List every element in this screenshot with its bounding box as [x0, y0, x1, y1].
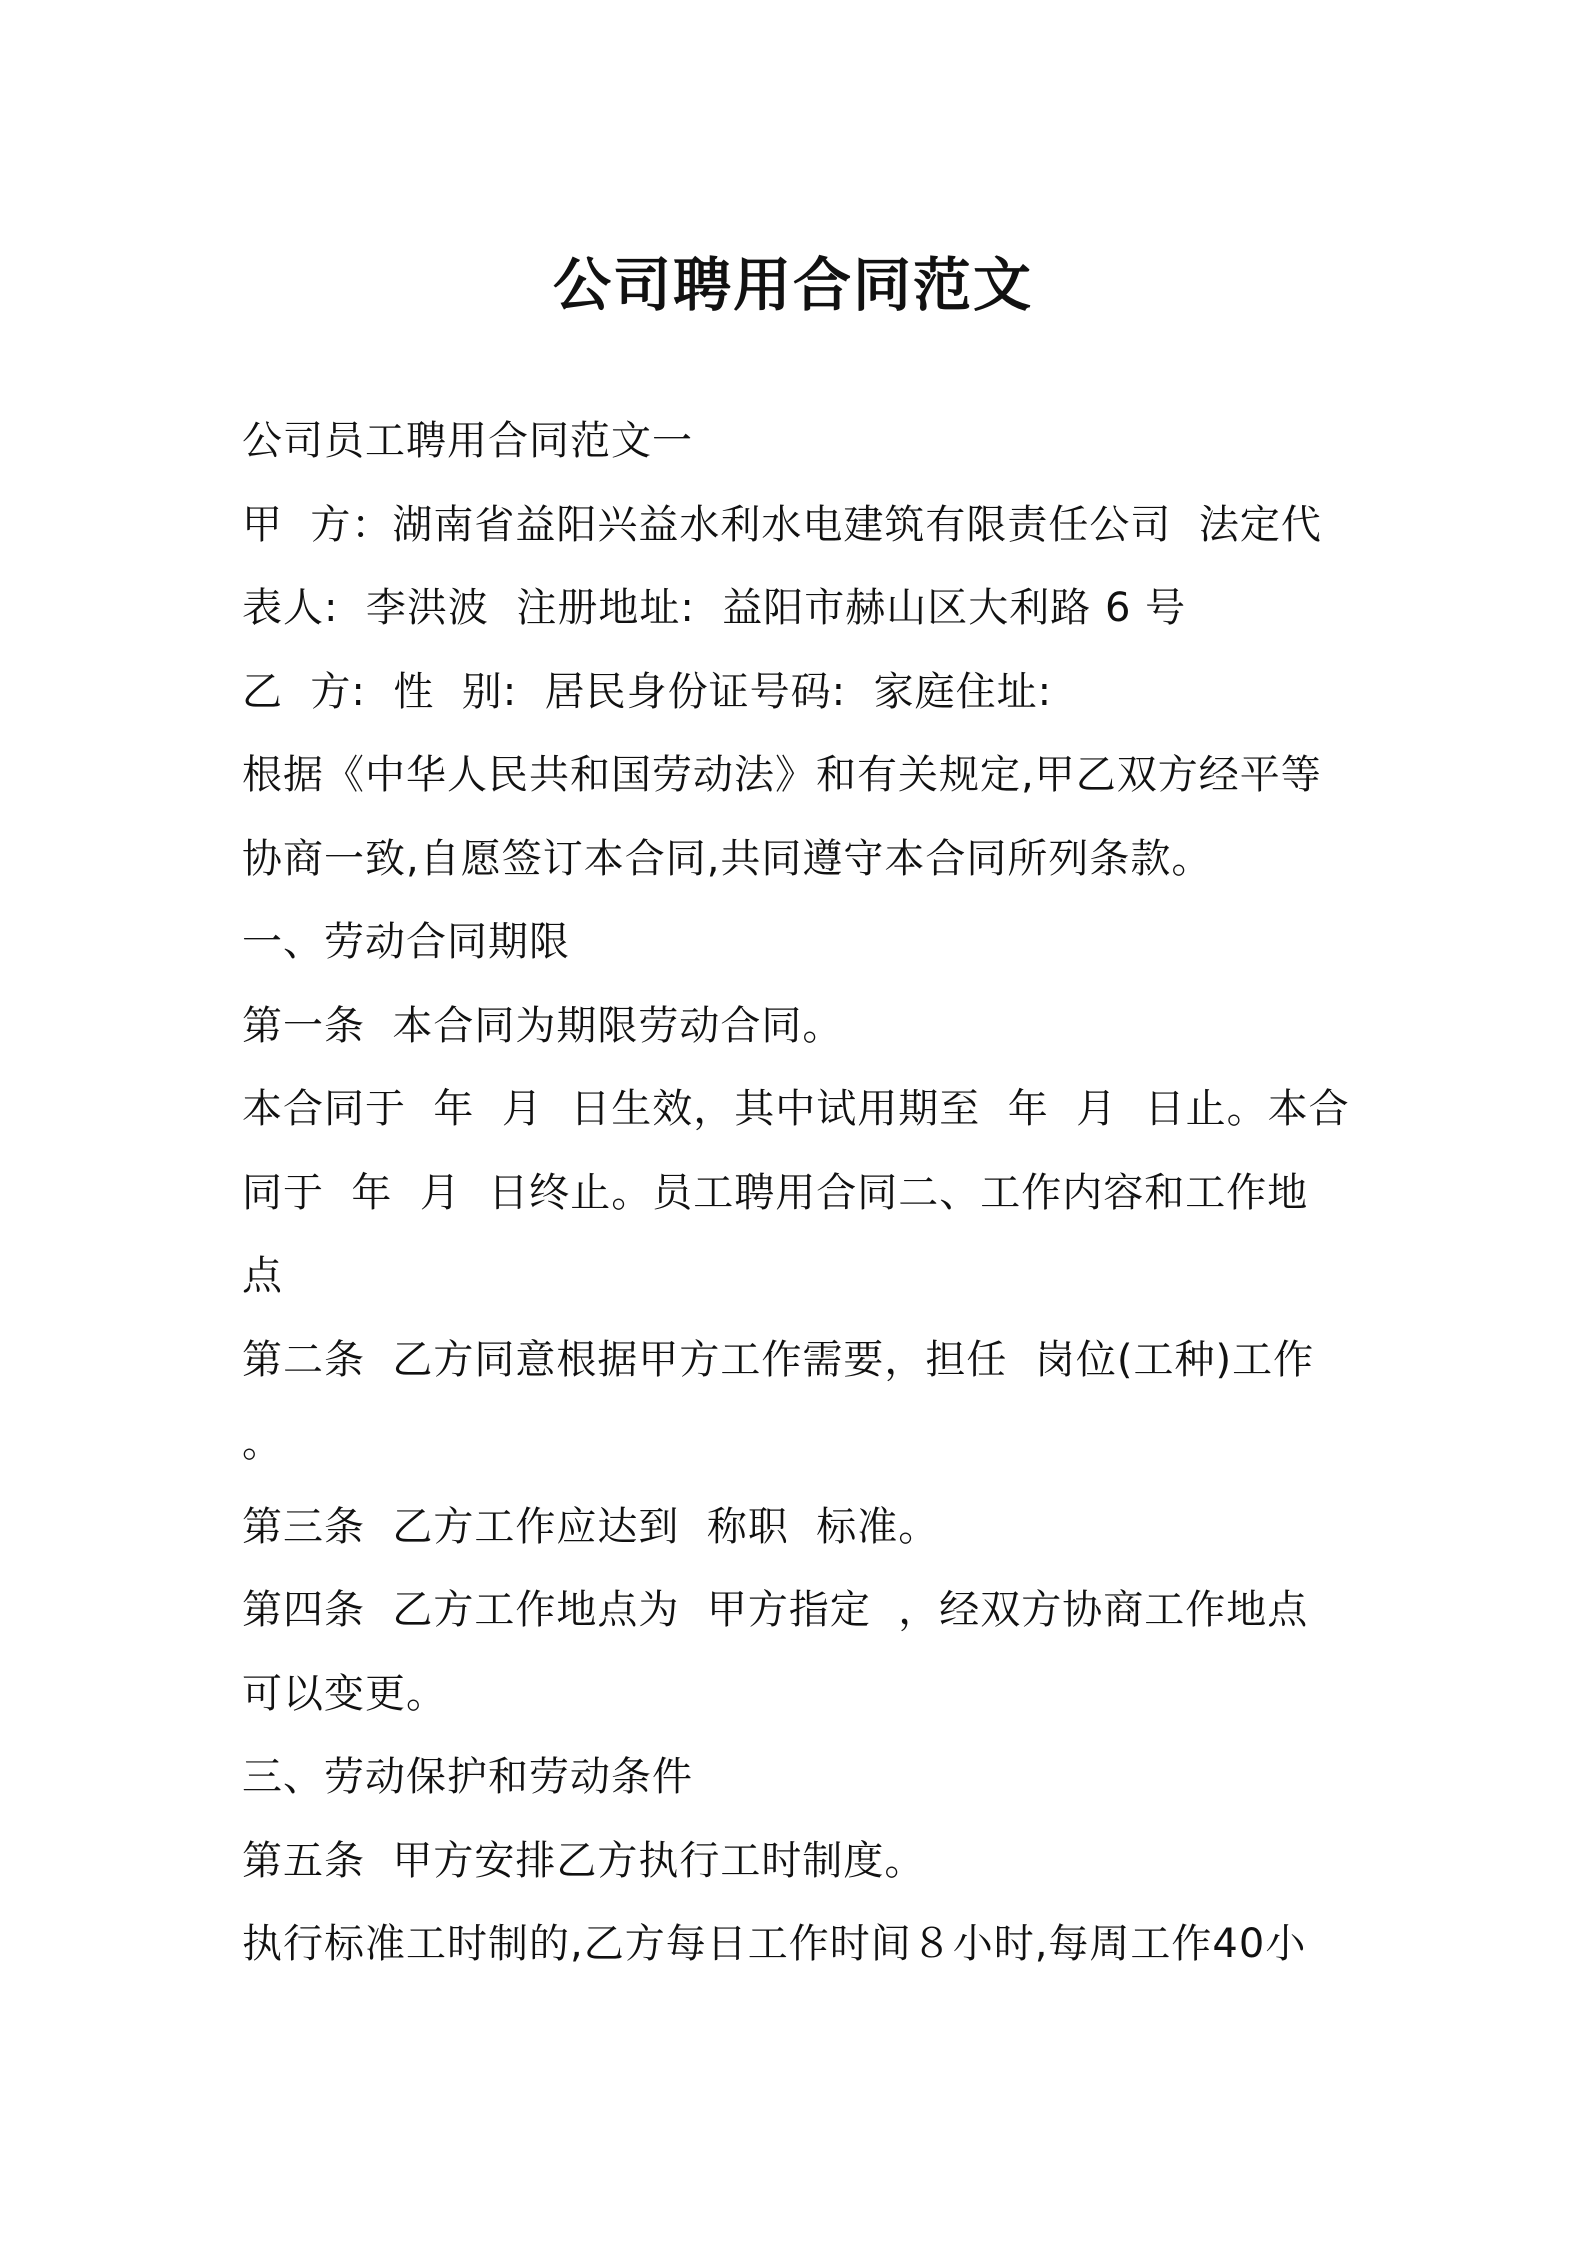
text-line: 执行标准工时制的,乙方每日工作时间８小时,每周工作40小 [242, 1921, 1307, 1967]
text-line: 同于 年 月 日终止。员工聘用合同二、工作内容和工作地 [242, 1169, 1309, 1216]
section-heading: 三、劳动保护和劳动条件 [242, 1754, 693, 1800]
text-line: 协商一致,自愿签订本合同,共同遵守本合同所列条款。 [242, 835, 1213, 882]
section-heading: 一、劳动合同期限 [242, 919, 570, 965]
text-line: 第五条 甲方安排乙方执行工时制度。 [242, 1837, 926, 1884]
text-line: 第一条 本合同为期限劳动合同。 [242, 1002, 844, 1049]
document-title: 公司聘用合同范文 [552, 251, 1033, 319]
document-body [242, 400, 1352, 1987]
text-line: 公司员工聘用合同范文一 [242, 418, 693, 464]
text-line: 根据《中华人民共和国劳动法》和有关规定,甲乙双方经平等 [242, 752, 1322, 798]
text-line: 第三条 乙方工作应达到 称职 标准。 [242, 1503, 940, 1550]
text-line: 。 [242, 1420, 283, 1466]
text-line: 可以变更。 [242, 1670, 447, 1717]
text-line: 乙 方: 性 别: 居民身份证号码: 家庭住址: [242, 668, 1053, 715]
text-line: 本合同于 年 月 日生效，其中试用期至 年 月 日止。本合 [242, 1086, 1350, 1132]
text-line: 甲 方：湖南省益阳兴益水利水电建筑有限责任公司 法定代 [242, 501, 1322, 548]
text-line: 第四条 乙方工作地点为 甲方指定 ，经双方协商工作地点 [242, 1587, 1309, 1633]
text-line: 第二条 乙方同意根据甲方工作需要，担任 岗位(工种)工作 [242, 1336, 1315, 1383]
text-line: 表人: 李洪波 注册地址: 益阳市赫山区大利路 6 号 [242, 585, 1187, 631]
text-line: 点 [242, 1253, 283, 1299]
